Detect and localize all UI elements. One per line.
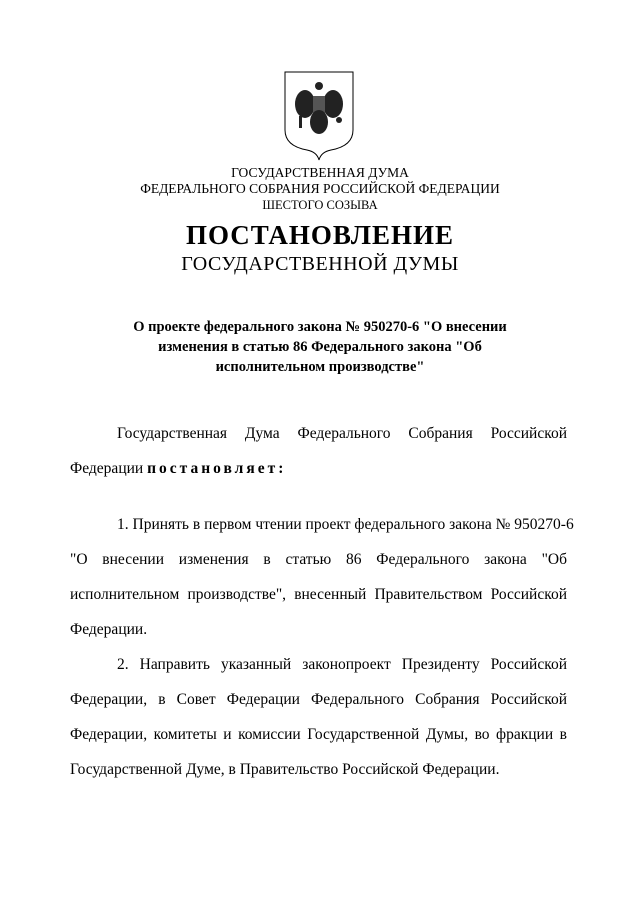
subject-line-1: О проекте федерального закона № 950270-6 "О внесении [133,319,507,335]
decision-word: постановляет: [147,460,287,477]
header-line-1: ГОСУДАРСТВЕННАЯ ДУМА [231,165,409,180]
item-line: 2. Направить указанный законопроект Президенту Российской [117,656,567,673]
preamble [70,424,567,494]
document-title: ПОСТАНОВЛЕНИЕ [185,220,455,250]
header-line-3: ШЕСТОГО СОЗЫВА [262,198,378,212]
item-2 [70,655,567,795]
coat-of-arms-emblem [281,68,357,164]
item-line: Федерации, комитеты и комиссии Государственной Думы, во фракции в [70,726,567,743]
item-line: Федерации, в Совет Федерации Федерального Собрания Российской [70,691,567,708]
header-line-2: ФЕДЕРАЛЬНОГО СОБРАНИЯ РОССИЙСКОЙ ФЕДЕРАЦИИ [140,181,500,196]
preamble-text: Федерации [70,460,148,477]
item-line: "О внесении изменения в статью 86 Федерального закона "Об [70,551,567,568]
document-subtitle: ГОСУДАРСТВЕННОЙ ДУМЫ [181,253,459,275]
preamble-line: Государственная Дума Федерального Собрания Российской [117,425,567,442]
subject-line-3: исполнительном производстве" [215,359,425,375]
subject-line-2: изменения в статью 86 Федерального закона "Об [158,339,482,355]
item-line: 1. Принять в первом чтении проект федерального закона № 950270-6 [117,516,574,533]
item-line: исполнительном производстве", внесенный Правительством Российской [70,586,567,603]
item-1 [70,515,574,655]
item-line: Государственной Думе, в Правительство Российской Федерации. [70,761,500,778]
item-line: Федерации. [70,621,148,638]
preamble-line [70,459,567,494]
